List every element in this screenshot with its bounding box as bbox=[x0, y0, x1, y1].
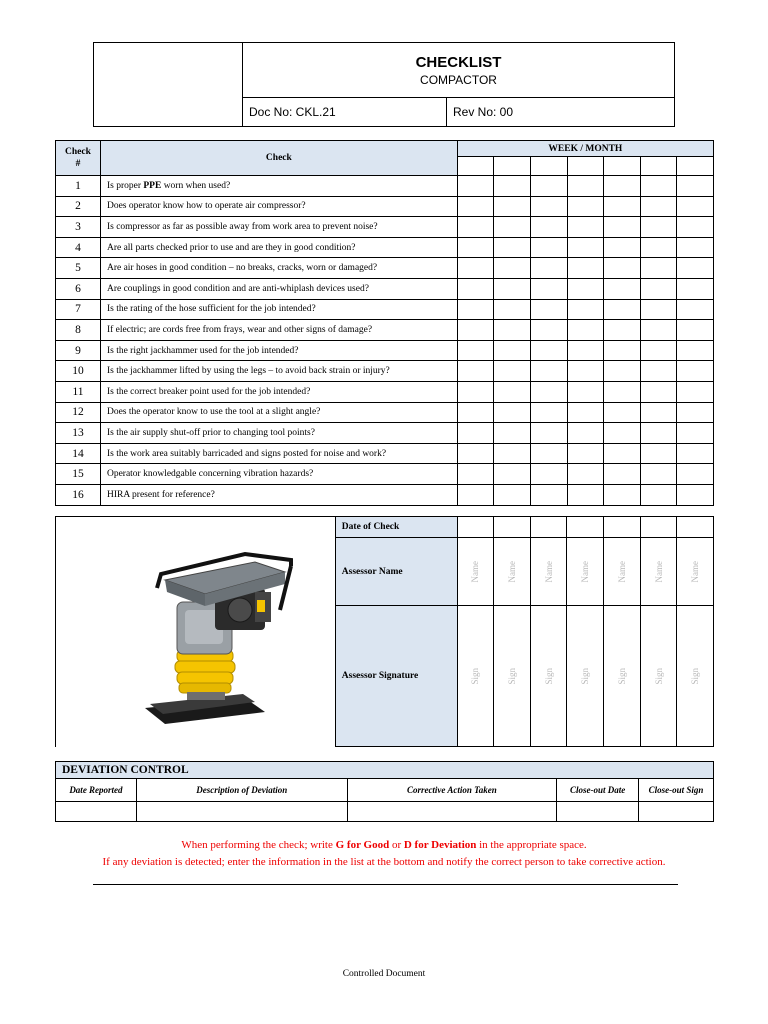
check-entry-cell[interactable] bbox=[494, 299, 531, 320]
check-entry-cell[interactable] bbox=[530, 484, 567, 505]
check-entry-cell[interactable] bbox=[494, 443, 531, 464]
name-placeholder: Name bbox=[543, 560, 554, 583]
check-entry-cell[interactable] bbox=[530, 237, 567, 258]
instruction-line-1: When performing the check; write G for Good or D for Deviation in the appropriate space. bbox=[181, 839, 587, 851]
check-entry-cell[interactable] bbox=[457, 423, 494, 444]
check-entry-cell[interactable] bbox=[640, 423, 677, 444]
check-entry-cell[interactable] bbox=[677, 320, 714, 341]
date-of-check-cell[interactable] bbox=[567, 517, 604, 538]
check-number: 5 bbox=[56, 258, 101, 279]
check-entry-cell[interactable] bbox=[530, 361, 567, 382]
checklist-row bbox=[56, 423, 714, 444]
checklist-row bbox=[56, 299, 714, 320]
check-entry-cell[interactable] bbox=[604, 299, 641, 320]
check-entry-cell[interactable] bbox=[530, 381, 567, 402]
check-entry-cell[interactable] bbox=[604, 443, 641, 464]
check-number: 13 bbox=[56, 423, 101, 444]
period-column-3 bbox=[530, 157, 567, 176]
check-entry-cell[interactable] bbox=[530, 320, 567, 341]
check-entry-cell[interactable] bbox=[677, 176, 714, 197]
logo-cell bbox=[94, 43, 243, 127]
check-entry-cell[interactable] bbox=[677, 484, 714, 505]
sign-placeholder: Sign bbox=[543, 667, 554, 685]
checklist-row bbox=[56, 402, 714, 423]
check-entry-cell[interactable] bbox=[677, 464, 714, 485]
check-entry-cell[interactable] bbox=[530, 340, 567, 361]
check-question: Is the rating of the hose sufficient for the job intended? bbox=[100, 299, 457, 320]
check-entry-cell[interactable] bbox=[640, 320, 677, 341]
deviation-entry-cell[interactable] bbox=[136, 802, 347, 822]
col-week-month: WEEK / MONTH bbox=[457, 141, 713, 157]
check-number: 3 bbox=[56, 217, 101, 238]
assessor-name-cell[interactable] bbox=[494, 538, 531, 606]
deviation-column-header: Description of Deviation bbox=[136, 779, 347, 802]
date-of-check-cell[interactable] bbox=[604, 517, 641, 538]
check-number: 4 bbox=[56, 237, 101, 258]
check-entry-cell[interactable] bbox=[567, 320, 604, 341]
deviation-entry-cell[interactable] bbox=[56, 802, 137, 822]
check-entry-cell[interactable] bbox=[640, 402, 677, 423]
checklist-row bbox=[56, 443, 714, 464]
check-entry-cell[interactable] bbox=[677, 340, 714, 361]
title-cell bbox=[243, 43, 675, 98]
name-placeholder: Name bbox=[470, 560, 481, 583]
date-of-check-cell[interactable] bbox=[677, 517, 714, 538]
check-entry-cell[interactable] bbox=[457, 217, 494, 238]
date-of-check-cell[interactable] bbox=[494, 517, 531, 538]
check-number: 6 bbox=[56, 278, 101, 299]
check-entry-cell[interactable] bbox=[567, 278, 604, 299]
check-number: 2 bbox=[56, 196, 101, 217]
checklist-row bbox=[56, 320, 714, 341]
check-entry-cell[interactable] bbox=[567, 402, 604, 423]
check-entry-cell[interactable] bbox=[457, 196, 494, 217]
check-entry-cell[interactable] bbox=[494, 402, 531, 423]
check-entry-cell[interactable] bbox=[677, 258, 714, 279]
check-entry-cell[interactable] bbox=[640, 443, 677, 464]
check-entry-cell[interactable] bbox=[640, 237, 677, 258]
check-question: Is compressor as far as possible away from work area to prevent noise? bbox=[100, 217, 457, 238]
assessor-signature-label: Assessor Signature bbox=[335, 606, 457, 747]
deviation-control-table bbox=[55, 761, 714, 822]
check-number: 11 bbox=[56, 381, 101, 402]
check-entry-cell[interactable] bbox=[640, 464, 677, 485]
check-entry-cell[interactable] bbox=[640, 217, 677, 238]
check-entry-cell[interactable] bbox=[604, 402, 641, 423]
check-entry-cell[interactable] bbox=[457, 258, 494, 279]
check-entry-cell[interactable] bbox=[457, 484, 494, 505]
check-entry-cell[interactable] bbox=[640, 340, 677, 361]
check-number: 8 bbox=[56, 320, 101, 341]
assessor-name-cell[interactable] bbox=[457, 538, 494, 606]
check-entry-cell[interactable] bbox=[457, 443, 494, 464]
checklist-table bbox=[55, 140, 714, 506]
check-entry-cell[interactable] bbox=[567, 299, 604, 320]
document-subtitle: COMPACTOR bbox=[420, 72, 497, 87]
check-entry-cell[interactable] bbox=[457, 320, 494, 341]
deviation-entry-cell[interactable] bbox=[347, 802, 557, 822]
check-entry-cell[interactable] bbox=[604, 423, 641, 444]
check-entry-cell[interactable] bbox=[677, 299, 714, 320]
check-entry-cell[interactable] bbox=[640, 176, 677, 197]
check-entry-cell[interactable] bbox=[567, 196, 604, 217]
check-entry-cell[interactable] bbox=[567, 217, 604, 238]
assessor-signature-cell[interactable] bbox=[677, 606, 714, 747]
assessor-signature-cell[interactable] bbox=[494, 606, 531, 747]
name-placeholder: Name bbox=[653, 560, 664, 583]
rev-number: Rev No: 00 bbox=[447, 98, 675, 127]
assessor-name-label: Assessor Name bbox=[335, 538, 457, 606]
checklist-row bbox=[56, 381, 714, 402]
check-entry-cell[interactable] bbox=[530, 217, 567, 238]
deviation-column-header: Close-out Date bbox=[557, 779, 639, 802]
period-column-1 bbox=[457, 157, 494, 176]
check-entry-cell[interactable] bbox=[530, 278, 567, 299]
check-entry-cell[interactable] bbox=[604, 176, 641, 197]
check-entry-cell[interactable] bbox=[640, 484, 677, 505]
assessor-name-cell[interactable] bbox=[640, 538, 677, 606]
check-entry-cell[interactable] bbox=[677, 237, 714, 258]
check-entry-cell[interactable] bbox=[567, 464, 604, 485]
col-check: Check bbox=[100, 141, 457, 176]
assessor-name-cell[interactable] bbox=[567, 538, 604, 606]
check-entry-cell[interactable] bbox=[494, 217, 531, 238]
check-number: 12 bbox=[56, 402, 101, 423]
check-question: If electric; are cords free from frays, wear and other signs of damage? bbox=[100, 320, 457, 341]
check-entry-cell[interactable] bbox=[567, 361, 604, 382]
check-entry-cell[interactable] bbox=[677, 361, 714, 382]
check-entry-cell[interactable] bbox=[604, 217, 641, 238]
document-header bbox=[93, 42, 675, 127]
check-number: 16 bbox=[56, 484, 101, 505]
check-entry-cell[interactable] bbox=[457, 361, 494, 382]
check-entry-cell[interactable] bbox=[530, 196, 567, 217]
instruction-line-2: If any deviation is detected; enter the information in the list at the bottom and notify the correct person to take corrective action. bbox=[102, 856, 666, 868]
checklist-row bbox=[56, 464, 714, 485]
name-placeholder: Name bbox=[507, 560, 518, 583]
check-entry-cell[interactable] bbox=[457, 402, 494, 423]
check-entry-cell[interactable] bbox=[530, 443, 567, 464]
check-entry-cell[interactable] bbox=[567, 423, 604, 444]
deviation-column-header: Date Reported bbox=[56, 779, 137, 802]
check-entry-cell[interactable] bbox=[530, 464, 567, 485]
assessor-name-cell[interactable] bbox=[530, 538, 567, 606]
check-entry-cell[interactable] bbox=[494, 423, 531, 444]
period-column-6 bbox=[640, 157, 677, 176]
check-question: Are all parts checked prior to use and are they in good condition? bbox=[100, 237, 457, 258]
check-entry-cell[interactable] bbox=[457, 340, 494, 361]
sign-placeholder: Sign bbox=[580, 667, 591, 685]
check-entry-cell[interactable] bbox=[640, 258, 677, 279]
checklist-row bbox=[56, 278, 714, 299]
check-entry-cell[interactable] bbox=[604, 258, 641, 279]
check-entry-cell[interactable] bbox=[640, 381, 677, 402]
deviation-entry-cell[interactable] bbox=[639, 802, 714, 822]
check-entry-cell[interactable] bbox=[457, 278, 494, 299]
sign-placeholder: Sign bbox=[690, 667, 701, 685]
check-number: 15 bbox=[56, 464, 101, 485]
check-entry-cell[interactable] bbox=[567, 484, 604, 505]
doc-number: Doc No: CKL.21 bbox=[243, 98, 447, 127]
check-entry-cell[interactable] bbox=[604, 484, 641, 505]
checklist-row bbox=[56, 361, 714, 382]
deviation-control-title: DEVIATION CONTROL bbox=[56, 762, 714, 779]
check-entry-cell[interactable] bbox=[457, 381, 494, 402]
assessor-signature-cell[interactable] bbox=[530, 606, 567, 747]
date-of-check-cell[interactable] bbox=[530, 517, 567, 538]
check-entry-cell[interactable] bbox=[640, 278, 677, 299]
check-number: 7 bbox=[56, 299, 101, 320]
check-question: Is the air supply shut-off prior to changing tool points? bbox=[100, 423, 457, 444]
check-number: 14 bbox=[56, 443, 101, 464]
checklist-row bbox=[56, 258, 714, 279]
footer-controlled-document: Controlled Document bbox=[342, 969, 426, 979]
check-entry-cell[interactable] bbox=[677, 381, 714, 402]
assessor-name-cell[interactable] bbox=[677, 538, 714, 606]
check-entry-cell[interactable] bbox=[604, 237, 641, 258]
check-entry-cell[interactable] bbox=[640, 196, 677, 217]
check-entry-cell[interactable] bbox=[604, 196, 641, 217]
check-entry-cell[interactable] bbox=[604, 464, 641, 485]
check-entry-cell[interactable] bbox=[640, 361, 677, 382]
check-entry-cell[interactable] bbox=[677, 278, 714, 299]
check-entry-cell[interactable] bbox=[494, 361, 531, 382]
check-entry-cell[interactable] bbox=[677, 443, 714, 464]
check-question: Are couplings in good condition and are anti-whiplash devices used? bbox=[100, 278, 457, 299]
assessor-signature-cell[interactable] bbox=[567, 606, 604, 747]
check-entry-cell[interactable] bbox=[457, 237, 494, 258]
check-entry-cell[interactable] bbox=[567, 258, 604, 279]
assessment-table bbox=[55, 516, 714, 747]
period-column-2 bbox=[494, 157, 531, 176]
checklist-row bbox=[56, 176, 714, 197]
check-question: HIRA present for reference? bbox=[100, 484, 457, 505]
check-entry-cell[interactable] bbox=[457, 299, 494, 320]
check-question: Is proper PPE worn when used? bbox=[100, 176, 457, 197]
check-entry-cell[interactable] bbox=[530, 402, 567, 423]
check-entry-cell[interactable] bbox=[530, 258, 567, 279]
check-entry-cell[interactable] bbox=[494, 176, 531, 197]
check-entry-cell[interactable] bbox=[567, 443, 604, 464]
check-entry-cell[interactable] bbox=[604, 278, 641, 299]
check-entry-cell[interactable] bbox=[494, 340, 531, 361]
check-entry-cell[interactable] bbox=[530, 423, 567, 444]
check-entry-cell[interactable] bbox=[567, 237, 604, 258]
compactor-image-cell bbox=[56, 517, 336, 747]
check-question: Is the correct breaker point used for the job intended? bbox=[100, 381, 457, 402]
check-entry-cell[interactable] bbox=[677, 196, 714, 217]
check-entry-cell[interactable] bbox=[604, 361, 641, 382]
compactor-machine-image bbox=[95, 530, 295, 730]
check-entry-cell[interactable] bbox=[494, 258, 531, 279]
check-entry-cell[interactable] bbox=[494, 237, 531, 258]
checklist-row bbox=[56, 217, 714, 238]
date-of-check-cell[interactable] bbox=[457, 517, 494, 538]
name-placeholder: Name bbox=[616, 560, 627, 583]
check-entry-cell[interactable] bbox=[457, 176, 494, 197]
check-question: Is the work area suitably barricaded and signs posted for noise and work? bbox=[100, 443, 457, 464]
check-entry-cell[interactable] bbox=[494, 381, 531, 402]
check-question: Does the operator know to use the tool at a slight angle? bbox=[100, 402, 457, 423]
check-number: 10 bbox=[56, 361, 101, 382]
assessor-signature-cell[interactable] bbox=[604, 606, 641, 747]
document-title: CHECKLIST bbox=[415, 53, 502, 71]
check-question: Is the right jackhammer used for the job intended? bbox=[100, 340, 457, 361]
deviation-column-header: Corrective Action Taken bbox=[347, 779, 557, 802]
check-entry-cell[interactable] bbox=[677, 402, 714, 423]
assessor-signature-cell[interactable] bbox=[457, 606, 494, 747]
check-number: 1 bbox=[56, 176, 101, 197]
check-entry-cell[interactable] bbox=[494, 320, 531, 341]
period-column-5 bbox=[604, 157, 641, 176]
checklist-row bbox=[56, 196, 714, 217]
period-column-4 bbox=[567, 157, 604, 176]
check-entry-cell[interactable] bbox=[677, 217, 714, 238]
deviation-column-header: Close-out Sign bbox=[639, 779, 714, 802]
period-column-7 bbox=[677, 157, 714, 176]
checklist-row bbox=[56, 340, 714, 361]
check-question: Does operator know how to operate air compressor? bbox=[100, 196, 457, 217]
notes-divider bbox=[93, 884, 678, 885]
check-entry-cell[interactable] bbox=[604, 381, 641, 402]
sign-placeholder: Sign bbox=[616, 667, 627, 685]
sign-placeholder: Sign bbox=[653, 667, 664, 685]
check-entry-cell[interactable] bbox=[640, 299, 677, 320]
sign-placeholder: Sign bbox=[507, 667, 518, 685]
check-entry-cell[interactable] bbox=[530, 299, 567, 320]
assessor-signature-cell[interactable] bbox=[640, 606, 677, 747]
check-question: Are air hoses in good condition – no breaks, cracks, worn or damaged? bbox=[100, 258, 457, 279]
checklist-row bbox=[56, 484, 714, 505]
check-entry-cell[interactable] bbox=[530, 176, 567, 197]
check-entry-cell[interactable] bbox=[494, 464, 531, 485]
checklist-row bbox=[56, 237, 714, 258]
date-of-check-label: Date of Check bbox=[335, 517, 457, 538]
check-entry-cell[interactable] bbox=[604, 320, 641, 341]
check-entry-cell[interactable] bbox=[494, 484, 531, 505]
check-entry-cell[interactable] bbox=[677, 423, 714, 444]
check-entry-cell[interactable] bbox=[494, 196, 531, 217]
sign-placeholder: Sign bbox=[470, 667, 481, 685]
check-entry-cell[interactable] bbox=[567, 381, 604, 402]
date-of-check-cell[interactable] bbox=[640, 517, 677, 538]
check-question: Is the jackhammer lifted by using the legs – to avoid back strain or injury? bbox=[100, 361, 457, 382]
name-placeholder: Name bbox=[690, 560, 701, 583]
check-entry-cell[interactable] bbox=[457, 464, 494, 485]
assessor-name-cell[interactable] bbox=[604, 538, 641, 606]
deviation-entry-cell[interactable] bbox=[557, 802, 639, 822]
check-number: 9 bbox=[56, 340, 101, 361]
name-placeholder: Name bbox=[580, 560, 591, 583]
check-entry-cell[interactable] bbox=[567, 176, 604, 197]
check-entry-cell[interactable] bbox=[604, 340, 641, 361]
check-entry-cell[interactable] bbox=[567, 340, 604, 361]
col-check-number: Check # bbox=[56, 141, 101, 176]
check-entry-cell[interactable] bbox=[494, 278, 531, 299]
check-question: Operator knowledgable concerning vibration hazards? bbox=[100, 464, 457, 485]
